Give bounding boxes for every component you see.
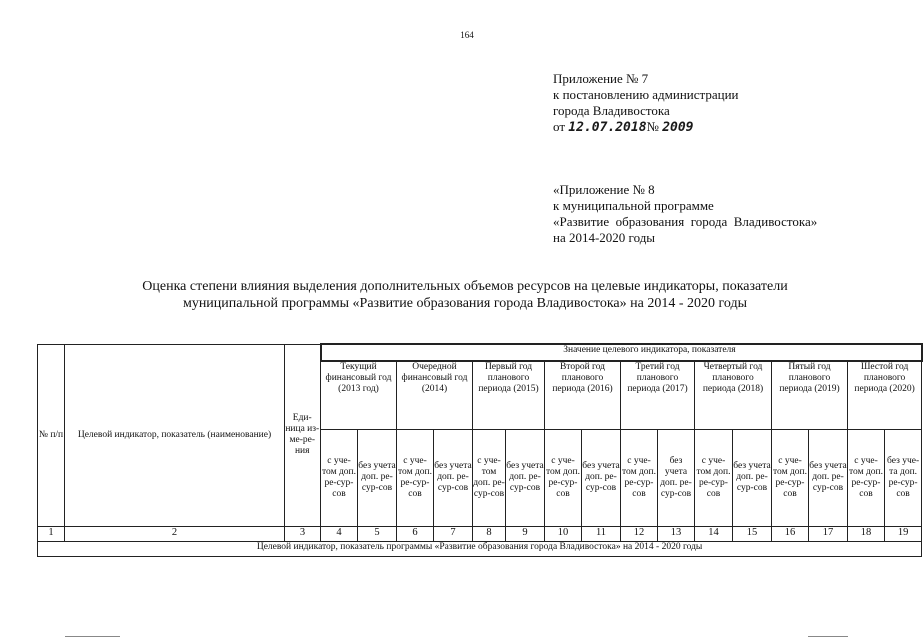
column-number: 12 <box>621 526 658 541</box>
column-number: 17 <box>809 526 848 541</box>
col-header-number: № п/п <box>38 344 65 526</box>
subheader-with: с уче-том доп. ре-сур-сов <box>545 429 582 526</box>
column-number: 6 <box>397 526 434 541</box>
document-title <box>60 278 870 312</box>
appendix-8-title: «Приложение № 8 <box>553 182 655 197</box>
subheader-with: с уче-том доп. ре-сур-сов <box>695 429 733 526</box>
subheader-with: с уче-том доп. ре-сур-сов <box>473 429 506 526</box>
column-number: 8 <box>473 526 506 541</box>
column-number: 10 <box>545 526 582 541</box>
year-header-2017: Третий год планового периода (2017) <box>621 361 695 429</box>
year-header-2019: Пятый год планового периода (2019) <box>772 361 848 429</box>
column-number: 1 <box>38 526 65 541</box>
appendix-7-title: Приложение № 7 <box>553 71 649 86</box>
subheader-with: с уче-том доп. ре-сур-сов <box>397 429 434 526</box>
handwritten-number: 2009 <box>662 120 694 135</box>
appendix-8-line2: к муниципальной программе <box>553 198 714 213</box>
subheader-with: с уче-том доп. ре-сур-сов <box>621 429 658 526</box>
col-header-indicator: Целевой индикатор, показатель (наименование) <box>65 344 285 526</box>
column-number: 3 <box>285 526 321 541</box>
column-number: 15 <box>733 526 772 541</box>
year-header-2016: Второй год планового периода (2016) <box>545 361 621 429</box>
appendix-8-line3: «Развитие образования города Владивостока» <box>553 214 818 229</box>
year-header-2014: Очередной финансовый год (2014) <box>397 361 473 429</box>
column-number: 7 <box>434 526 473 541</box>
title-line-2: муниципальной программы «Развитие образования города Владивостока» на 2014 - 2020 годы <box>182 296 748 311</box>
column-number: 11 <box>582 526 621 541</box>
year-header-2020: Шестой год планового периода (2020) <box>848 361 922 429</box>
column-number: 18 <box>848 526 885 541</box>
subheader-with: с уче-том доп. ре-сур-сов <box>772 429 809 526</box>
year-header-2018: Четвертый год планового периода (2018) <box>695 361 772 429</box>
number-prefix: № <box>646 119 659 134</box>
subheader-with: с уче-том доп. ре-сур-сов <box>321 429 358 526</box>
appendix-7-block <box>553 71 739 136</box>
subheader-without: без учета доп. ре-сур-сов <box>733 429 772 526</box>
appendix-7-date-line <box>553 119 739 136</box>
column-number: 13 <box>658 526 695 541</box>
col-header-values: Значение целевого индикатора, показателя <box>321 344 922 361</box>
subheader-without: без учета доп. ре-сур-сов <box>582 429 621 526</box>
column-number: 9 <box>506 526 545 541</box>
subheader-without: без учета доп. ре-сур-сов <box>658 429 695 526</box>
title-line-1: Оценка степени влияния выделения дополнительных объемов ресурсов на целевые индикаторы, показатели <box>142 279 788 294</box>
subheader-without: без уче-та доп. ре-сур-сов <box>885 429 922 526</box>
subheader-with: с уче-том доп. ре-сур-сов <box>848 429 885 526</box>
column-number: 16 <box>772 526 809 541</box>
appendix-7-line2: к постановлению администрации <box>553 87 739 102</box>
page-edge-line <box>65 636 120 637</box>
year-header-2013: Текущий финансовый год (2013 год) <box>321 361 397 429</box>
program-indicator-row: Целевой индикатор, показатель программы «Развитие образования города Владивостока» на 2014 - 2020 годы <box>38 541 922 556</box>
column-number: 14 <box>695 526 733 541</box>
indicator-table <box>37 343 923 557</box>
column-number: 2 <box>65 526 285 541</box>
subheader-without: без учета доп. ре-сур-сов <box>434 429 473 526</box>
subheader-without: без учета доп. ре-сур-сов <box>809 429 848 526</box>
year-header-2015: Первый год планового периода (2015) <box>473 361 545 429</box>
page-number: 164 <box>460 30 474 40</box>
column-number: 19 <box>885 526 922 541</box>
date-prefix: от <box>553 119 566 134</box>
subheader-without: без учета доп. ре-сур-сов <box>506 429 545 526</box>
appendix-8-line4: на 2014-2020 годы <box>553 230 656 245</box>
col-header-unit: Еди-ница из-ме-ре-ния <box>285 344 321 526</box>
subheader-without: без учета доп. ре-сур-сов <box>358 429 397 526</box>
column-number: 5 <box>358 526 397 541</box>
handwritten-date: 12.07.2018 <box>568 120 647 135</box>
appendix-7-line3: города Владивостока <box>553 103 670 118</box>
appendix-8-block <box>553 182 817 246</box>
column-number: 4 <box>321 526 358 541</box>
page-edge-line <box>808 636 848 637</box>
